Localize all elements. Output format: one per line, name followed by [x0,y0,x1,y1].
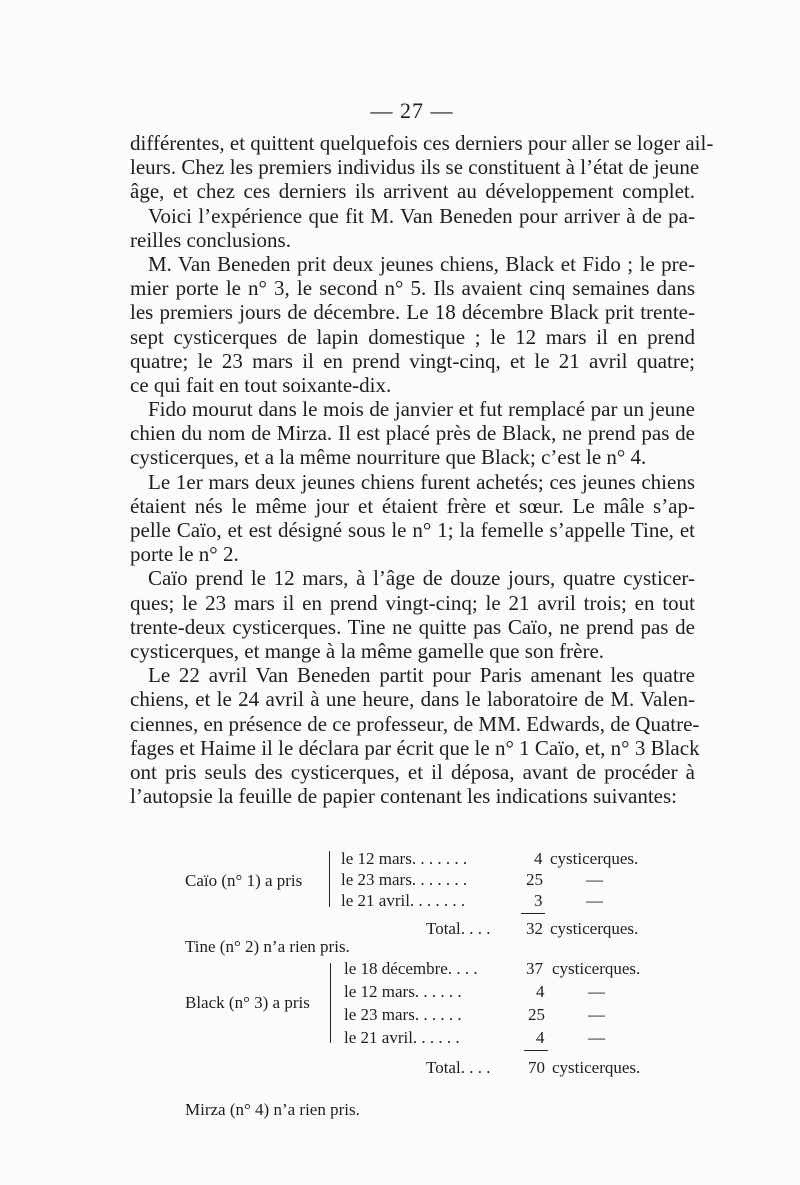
text-line: Voici l’expérience que fit M. Van Beneden pour arriver à de pa- [148,203,695,228]
caio-row-count: 25 [526,870,543,889]
black-row-count: 25 [528,1005,545,1024]
caio-row-unit: — [586,891,603,910]
text-line: Le 22 avril Van Beneden partit pour Paris amenant les quatre [148,663,695,688]
text-line: ce qui fait en tout soixante-dix. [130,372,392,397]
black-row-count: 4 [536,982,545,1001]
text-line: Caïo prend le 12 mars, à l’âge de douze jours, quatre cysticer- [148,566,695,591]
text-line: reilles conclusions. [130,227,291,252]
caio-row-count: 3 [534,891,543,910]
text-line: sept cysticerques de lapin domestique ; le 12 mars il en prend [130,324,695,349]
text-line: les premiers jours de décembre. Le 18 décembre Black prit trente- [130,300,695,325]
black-row-unit: — [588,1028,605,1047]
black-row-count: 37 [526,959,543,978]
text-line: ques; le 23 mars il en prend vingt-cinq; le 21 avril trois; en tout [130,590,695,615]
text-line: Fido mourut dans le mois de janvier et fut remplacé par un jeune [148,397,695,422]
caio-row-unit: cysticerques. [550,849,639,868]
text-line: leurs. Chez les premiers individus ils se constituent à l’état de jeune [130,155,700,180]
caio-row-date: le 12 mars. . . . . . . [341,849,468,868]
black-row-unit: — [588,982,605,1001]
caio-row-count: 4 [534,849,543,868]
text-line: fages et Haime il le déclara par écrit que le n° 1 Caïo, et, n° 3 Black [130,735,700,760]
black-total-unit: cysticerques. [552,1058,641,1077]
black-row-date: le 23 mars. . . . . . [344,1005,462,1024]
text-line: chiens, et le 24 avril à une heure, dans le laboratoire de M. Valen- [130,687,695,712]
black-row-unit: cysticerques. [552,959,641,978]
text-line: étaient nés le même jour et étaient frère et sœur. Le mâle s’ap- [130,493,695,518]
text-line: l’autopsie la feuille de papier contenant les indications suivantes: [130,784,677,809]
black-row-count: 4 [536,1028,545,1047]
text-line: cysticerques, et mange à la même gamelle que son frère. [130,638,605,663]
text-line: chien du nom de Mirza. Il est placé près de Black, ne prend pas de [130,421,695,446]
text-line: M. Van Beneden prit deux jeunes chiens, Black et Fido ; le pre- [148,251,695,276]
black-row-date: le 21 avril. . . . . . [344,1028,460,1047]
text-line: trente-deux cysticerques. Tine ne quitte pas Caïo, ne prend pas de [130,614,695,639]
text-line: mier porte le n° 3, le second n° 5. Ils avaient cinq semaines dans [130,276,695,301]
black-label: Black (n° 3) a pris [185,993,310,1012]
text-line: différentes, et quittent quelquefois ces derniers pour aller se loger ail- [130,131,714,155]
text-line: âge, et chez ces derniers ils arrivent au développement complet. [130,179,695,204]
black-row-unit: — [588,1005,605,1024]
text-line: cysticerques, et a la même nourriture que Black; c’est le n° 4. [130,445,647,470]
caio-row-unit: — [586,870,603,889]
black-row-date: le 18 décembre. . . . [344,959,478,978]
tine-line: Tine (n° 2) n’a rien pris. [185,937,350,956]
caio-total-label: Total. . . . [426,919,491,938]
caio-total-unit: cysticerques. [550,919,639,938]
text-line: ont pris seuls des cysticerques, et il déposa, avant de procéder à [130,759,695,784]
text-line: porte le n° 2. [130,542,239,567]
caio-row-date: le 23 mars. . . . . . . [341,870,468,889]
black-brace [330,963,331,1043]
mirza-line: Mirza (n° 4) n’a rien pris. [185,1100,360,1119]
caio-label: Caïo (n° 1) a pris [185,871,303,890]
black-total-count: 70 [528,1058,545,1077]
text-line: quatre; le 23 mars il en prend vingt-cinq, et le 21 avril quatre; [130,348,695,373]
text-line: pelle Caïo, et est désigné sous le n° 1; la femelle s’appelle Tine, et [130,518,695,542]
black-total-label: Total. . . . [426,1058,491,1077]
text-line: Le 1er mars deux jeunes chiens furent achetés; ces jeunes chiens [148,469,695,494]
black-row-date: le 12 mars. . . . . . [344,982,462,1001]
black-total-rule [524,1050,548,1051]
caio-total-rule [521,913,545,914]
caio-row-date: le 21 avril. . . . . . . [341,891,466,910]
caio-total-count: 32 [526,919,543,938]
page-number: — 27 — [370,98,454,123]
text-line: ciennes, en présence de ce professeur, de MM. Edwards, de Quatre- [130,711,700,736]
caio-brace [329,851,330,907]
